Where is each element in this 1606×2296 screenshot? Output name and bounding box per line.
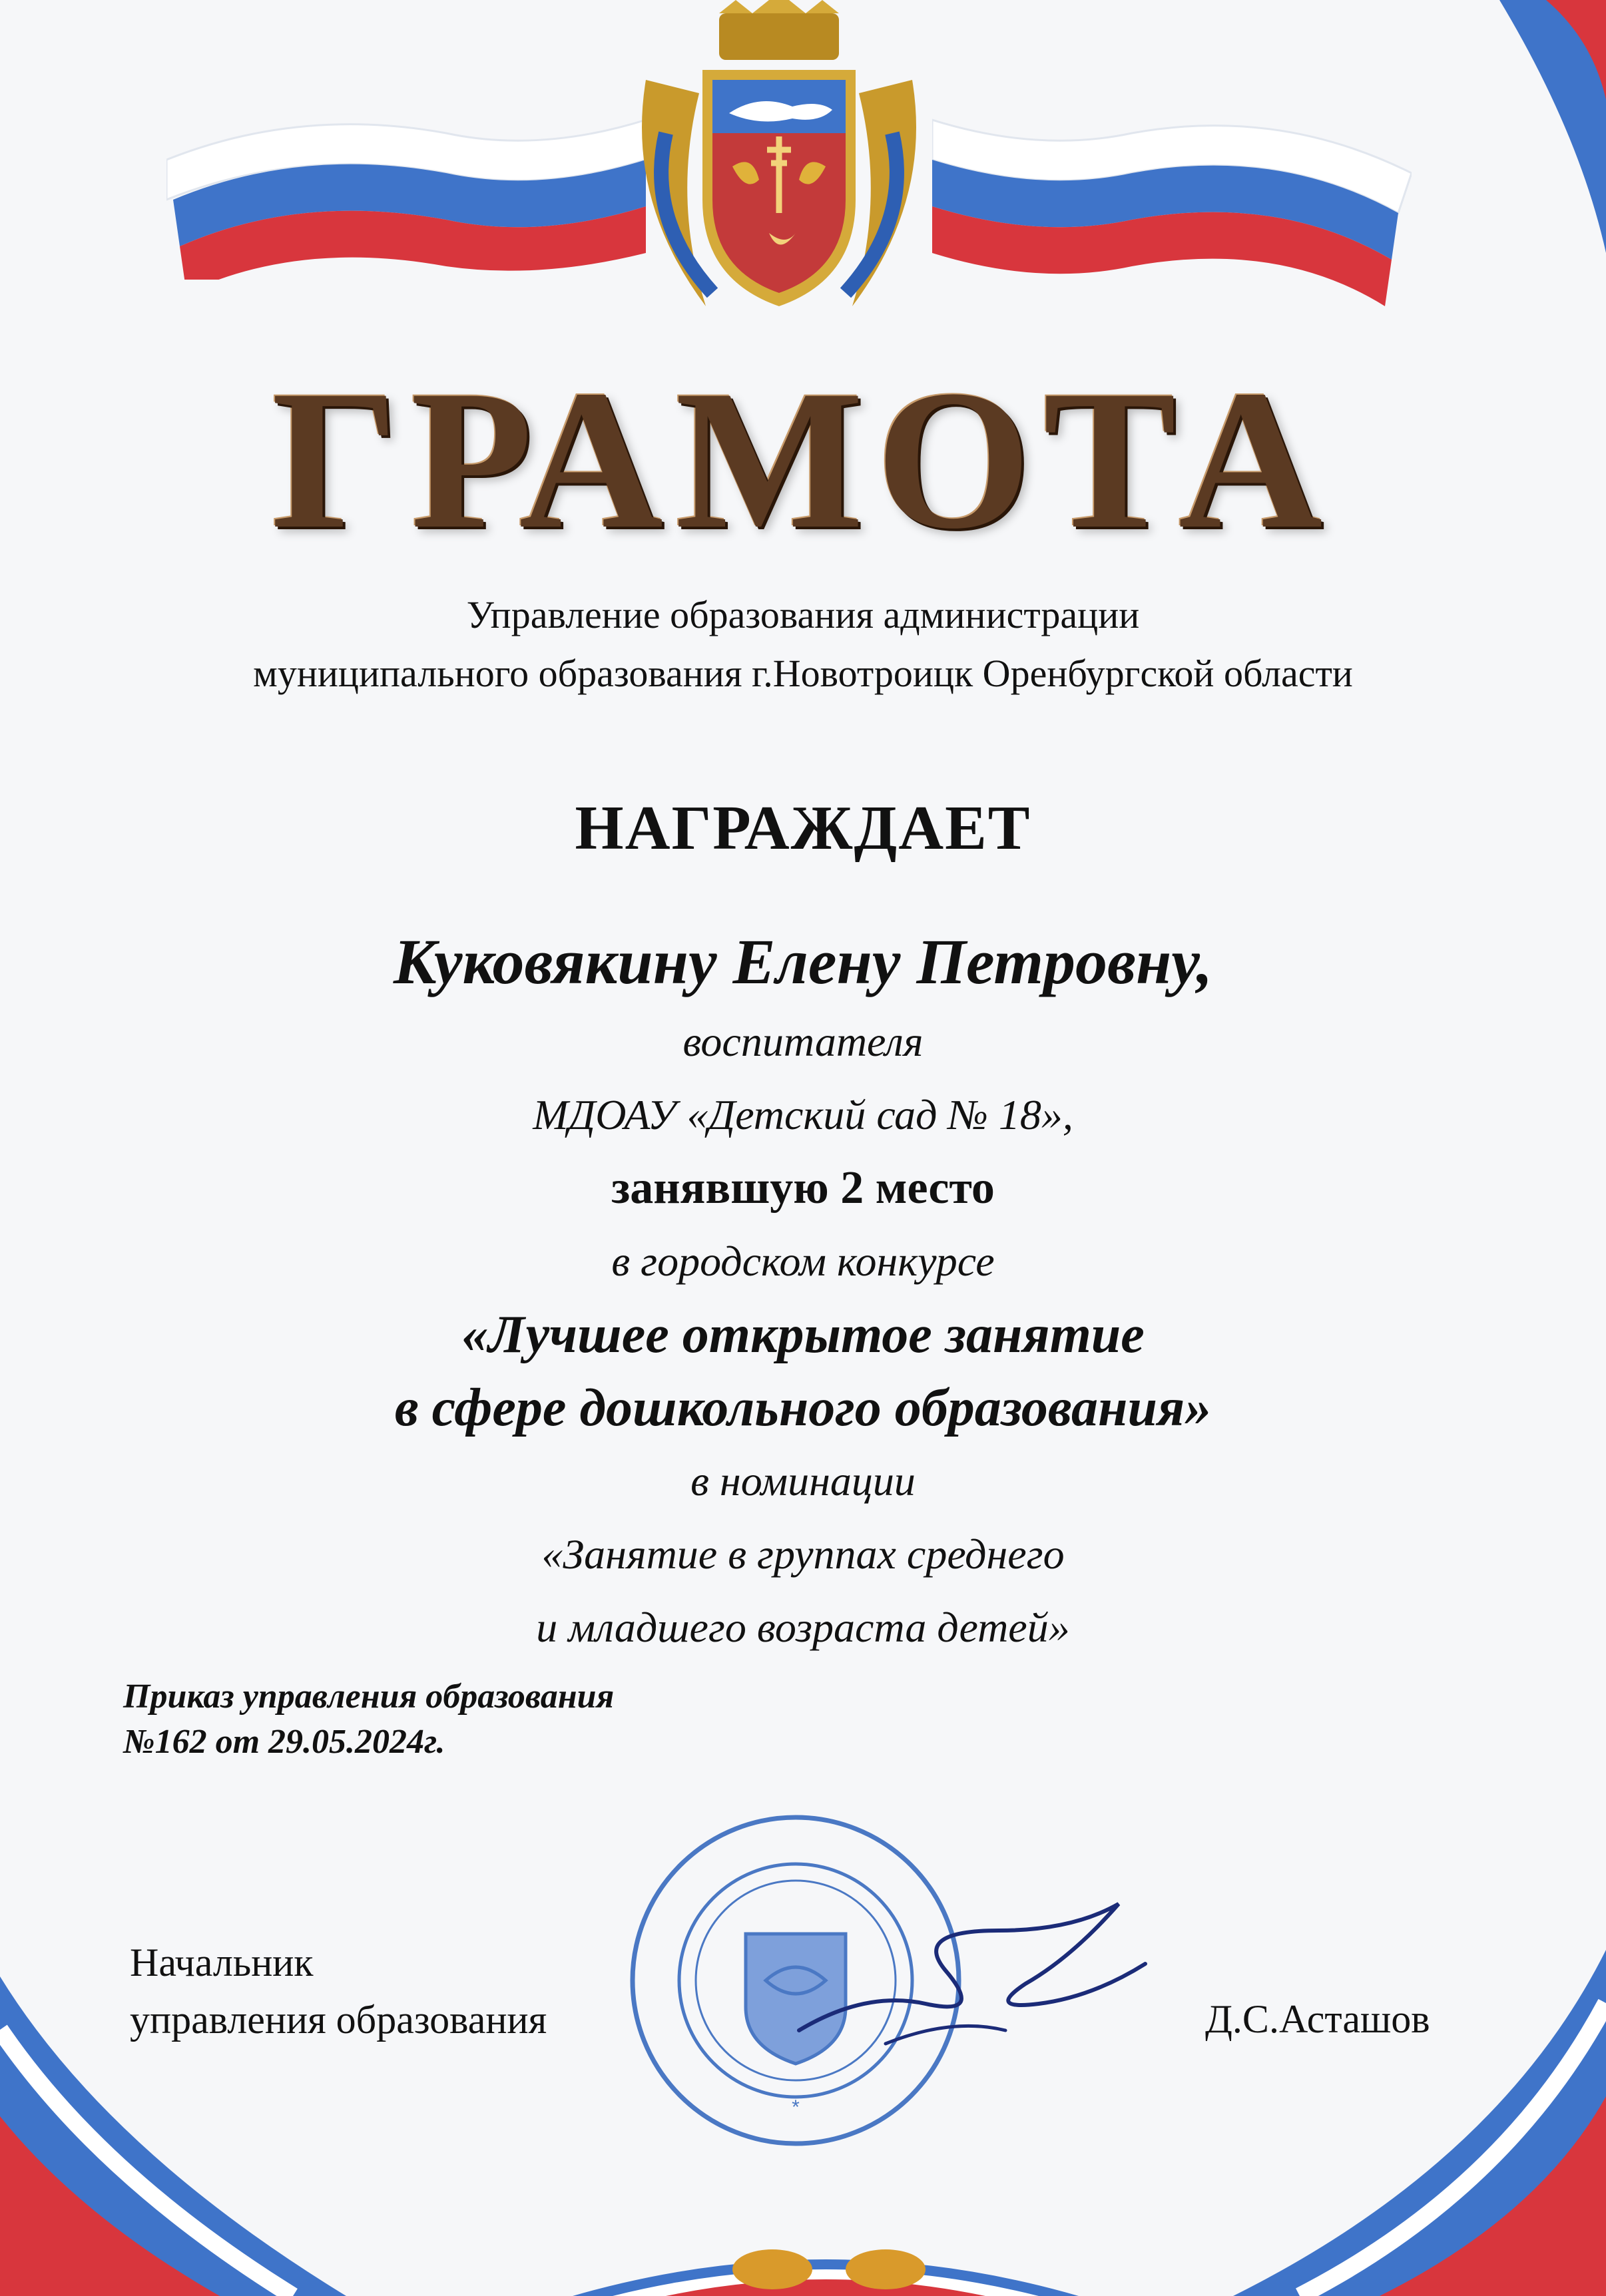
order-line-1: Приказ управления образования bbox=[123, 1678, 615, 1716]
place-line: занявшую 2 место bbox=[611, 1162, 995, 1214]
signatory-title bbox=[130, 1934, 547, 2048]
coat-of-arms-emblem bbox=[619, 0, 939, 346]
flag-ribbon-left bbox=[166, 80, 646, 280]
order-reference bbox=[123, 1674, 614, 1765]
issuer-line-2: муниципального образования г.Новотроицк Оренбургской области bbox=[253, 652, 1353, 695]
nomination-line-1: «Занятие в группах среднего bbox=[541, 1530, 1065, 1578]
svg-text:*: * bbox=[792, 2096, 800, 2118]
recipient-name: Куковякину Елену Петровну, bbox=[393, 926, 1213, 997]
order-line-2: №162 от 29.05.2024г. bbox=[123, 1723, 445, 1761]
issuer-block bbox=[0, 586, 1606, 703]
award-body bbox=[0, 919, 1606, 1664]
contest-intro: в городском конкурсе bbox=[611, 1238, 995, 1285]
bottom-center-ornament bbox=[573, 2196, 1079, 2296]
recipient-position: воспитателя bbox=[682, 1018, 924, 1065]
contest-name-line-1: «Лучшее открытое занятие bbox=[461, 1305, 1145, 1364]
certificate-title: ГРАМОТА bbox=[271, 349, 1335, 570]
handwritten-signature bbox=[786, 1891, 1159, 2064]
issuer-line-1: Управление образования администрации bbox=[466, 593, 1140, 636]
bottom-right-flag-corner bbox=[1233, 1923, 1606, 2296]
signatory-title-line-2: управления образования bbox=[130, 1998, 547, 2042]
flag-ribbon-right bbox=[932, 80, 1412, 306]
nomination-intro: в номинации bbox=[690, 1457, 916, 1504]
nomination-line-2: и младшего возраста детей» bbox=[536, 1604, 1070, 1651]
awards-heading: НАГРАЖДАЕТ bbox=[575, 794, 1031, 863]
signatory-title-line-1: Начальник bbox=[130, 1941, 314, 1984]
recipient-organization: МДОАУ «Детский сад № 18», bbox=[533, 1091, 1073, 1138]
contest-name-line-2: в сфере дошкольного образования» bbox=[394, 1379, 1212, 1437]
top-right-flag-corner bbox=[1380, 0, 1606, 280]
signatory-name: Д.С.Асташов bbox=[1205, 1997, 1430, 2041]
